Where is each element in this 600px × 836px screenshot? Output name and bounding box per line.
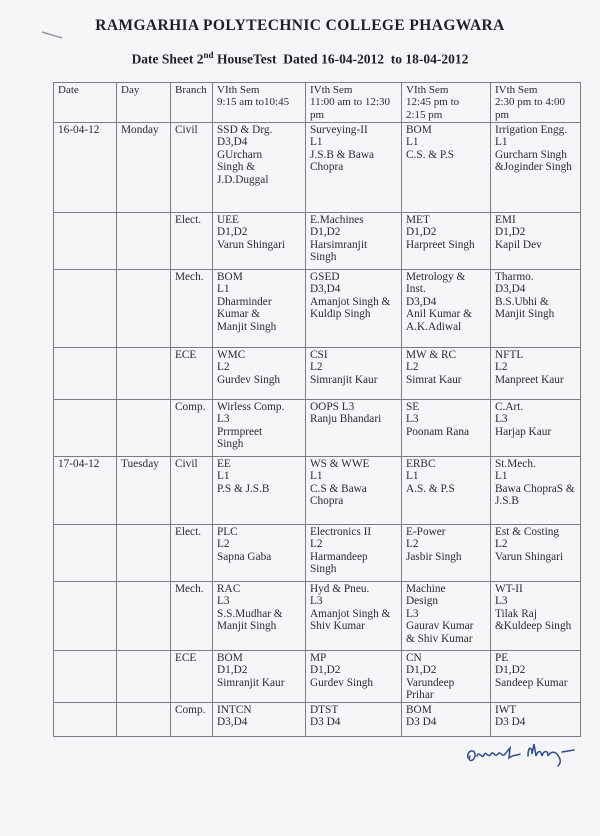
cell-line: Singh: [217, 438, 244, 451]
cell-line: L1: [310, 136, 323, 149]
header-row: [54, 83, 581, 123]
cell-line: Gurcharn Singh: [495, 148, 567, 161]
date-sheet-table: [53, 82, 581, 737]
day-cell: Monday: [117, 123, 171, 213]
cell-line: D1,D2: [217, 664, 248, 677]
date-cell: [54, 348, 117, 400]
cell-line: WMC: [217, 349, 246, 361]
cell-line: L1: [495, 136, 508, 149]
session-4-header: [491, 83, 581, 123]
cell-line: MET: [406, 214, 430, 226]
cell-line: St.Mech.: [495, 458, 536, 470]
exam-cell: [306, 213, 402, 270]
cell-line: Chopra: [310, 161, 344, 174]
date-sheet-subtitle: [0, 50, 600, 68]
exam-cell: [402, 123, 491, 213]
table-row: [54, 525, 581, 582]
cell-line: L2: [495, 361, 508, 374]
cell-line: MW & RC: [406, 349, 457, 361]
session-2-header: [306, 83, 402, 123]
date-cell: [54, 400, 117, 457]
cell-line: Harjap Kaur: [495, 425, 552, 438]
day-cell: [117, 703, 171, 737]
cell-line: Singh: [310, 251, 337, 264]
day-cell: [117, 270, 171, 348]
cell-line: IVth Sem: [310, 84, 353, 96]
branch-cell: Elect.: [171, 525, 213, 582]
cell-line: D3,D4: [217, 136, 248, 149]
cell-line: NFTL: [495, 349, 524, 361]
cell-line: L3: [217, 595, 230, 608]
exam-cell: [213, 123, 306, 213]
day-cell: [117, 525, 171, 582]
table-row: [54, 213, 581, 270]
cell-line: L1: [406, 470, 419, 483]
exam-cell: [213, 270, 306, 348]
branch-cell: ECE: [171, 348, 213, 400]
branch-header: Branch: [171, 83, 213, 123]
cell-line: Varundeep: [406, 676, 455, 689]
exam-cell: [213, 457, 306, 525]
cell-line: CN: [406, 652, 422, 664]
exam-cell: [213, 348, 306, 400]
table-row: [54, 400, 581, 457]
date-cell: [54, 582, 117, 651]
cell-line: UEE: [217, 214, 239, 226]
cell-line: L2: [217, 361, 230, 374]
cell-line: Manjit Singh: [217, 320, 277, 333]
branch-cell: Elect.: [171, 213, 213, 270]
schedule-body: [54, 123, 581, 737]
exam-cell: [306, 348, 402, 400]
table-row: [54, 582, 581, 651]
cell-line: 9:15 am to10:45: [217, 96, 290, 109]
cell-line: C.S. & P.S: [406, 148, 455, 161]
date-cell: [54, 525, 117, 582]
cell-line: L3: [217, 413, 230, 426]
cell-line: Varun Shingari: [217, 238, 286, 251]
cell-line: D3,D4: [310, 283, 341, 296]
date-cell: 17-04-12: [54, 457, 117, 525]
cell-line: RAC: [217, 583, 241, 595]
date-cell: 16-04-12: [54, 123, 117, 213]
day-cell: [117, 651, 171, 703]
cell-line: L1: [217, 283, 230, 296]
cell-line: Poonam Rana: [406, 425, 470, 438]
exam-cell: [491, 457, 581, 525]
cell-line: Sandeep Kumar: [495, 676, 568, 689]
exam-cell: [491, 270, 581, 348]
cell-line: ERBC: [406, 458, 436, 470]
cell-line: OOPS L3: [310, 401, 355, 413]
date-cell: [54, 651, 117, 703]
cell-line: Ranju Bhandari: [310, 413, 382, 426]
cell-line: L1: [495, 470, 508, 483]
exam-cell: [306, 651, 402, 703]
branch-cell: Mech.: [171, 270, 213, 348]
cell-line: IVth Sem: [495, 84, 538, 96]
exam-cell: [306, 400, 402, 457]
cell-line: Chopra: [310, 495, 344, 508]
cell-line: Kuldip Singh: [310, 308, 371, 321]
exam-cell: [213, 400, 306, 457]
cell-line: D1,D2: [406, 226, 437, 239]
cell-line: Anil Kumar &: [406, 308, 472, 321]
cell-line: Gaurav Kumar: [406, 620, 474, 633]
signature: [462, 736, 582, 768]
cell-line: Irrigation Engg.: [495, 124, 568, 136]
cell-line: Gurdev Singh: [310, 676, 374, 689]
cell-line: Electronics II: [310, 526, 372, 538]
cell-line: C.S & Bawa: [310, 482, 367, 495]
cell-line: E.Machines: [310, 214, 364, 226]
cell-line: BOM: [217, 652, 243, 664]
cell-line: D3 D4: [406, 716, 437, 729]
subtitle-ordinal: nd: [203, 50, 214, 60]
cell-line: Prrmpreet: [217, 425, 263, 438]
cell-line: PE: [495, 652, 509, 664]
cell-line: Amanjot Singh &: [310, 295, 391, 308]
exam-cell: [306, 270, 402, 348]
cell-line: E-Power: [406, 526, 446, 538]
cell-line: D3 D4: [495, 716, 526, 729]
cell-line: Metrology &: [406, 271, 466, 283]
table-row: [54, 703, 581, 737]
cell-line: L2: [217, 538, 230, 551]
cell-line: Manjit Singh: [495, 308, 555, 321]
cell-line: PLC: [217, 526, 238, 538]
cell-line: 12:45 pm to: [406, 96, 460, 109]
day-cell: [117, 582, 171, 651]
cell-line: & Shiv Kumar: [406, 632, 473, 645]
table-row: [54, 270, 581, 348]
cell-line: 2:15 pm: [406, 108, 443, 121]
cell-line: VIth Sem: [406, 84, 449, 96]
exam-cell: [491, 123, 581, 213]
cell-line: Amanjot Singh &: [310, 607, 391, 620]
cell-line: L1: [217, 470, 230, 483]
cell-line: 11:00 am to 12:30: [310, 96, 390, 109]
cell-line: L1: [310, 470, 323, 483]
cell-line: MP: [310, 652, 327, 664]
cell-line: Inst.: [406, 283, 426, 296]
cell-line: EMI: [495, 214, 516, 226]
cell-line: Simranjit Kaur: [217, 676, 285, 689]
cell-line: 2:30 pm to 4:00: [495, 96, 565, 109]
cell-line: D1,D2: [406, 664, 437, 677]
cell-line: D3,D4: [217, 716, 248, 729]
exam-cell: [213, 525, 306, 582]
cell-line: GUrcharn: [217, 148, 263, 161]
branch-cell: Comp.: [171, 703, 213, 737]
cell-line: L2: [495, 538, 508, 551]
exam-cell: [213, 703, 306, 737]
cell-line: SE: [406, 401, 420, 413]
cell-line: Tilak Raj: [495, 607, 537, 620]
exam-cell: [402, 651, 491, 703]
exam-cell: [491, 582, 581, 651]
exam-cell: [402, 525, 491, 582]
cell-line: S.S.Mudhar &: [217, 607, 283, 620]
branch-cell: Comp.: [171, 400, 213, 457]
exam-cell: [306, 582, 402, 651]
cell-line: P.S & J.S.B: [217, 482, 270, 495]
cell-line: L3: [495, 595, 508, 608]
cell-line: D3,D4: [495, 283, 526, 296]
exam-cell: [491, 525, 581, 582]
cell-line: Gurdev Singh: [217, 373, 281, 386]
exam-cell: [491, 400, 581, 457]
exam-cell: [402, 213, 491, 270]
date-cell: [54, 213, 117, 270]
subtitle-prefix: Date Sheet 2: [131, 51, 204, 67]
college-title: RAMGARHIA POLYTECHNIC COLLEGE PHAGWARA: [95, 17, 505, 34]
cell-line: Design: [406, 595, 439, 608]
cell-line: WT-II: [495, 583, 523, 595]
exam-cell: [402, 457, 491, 525]
cell-line: pm: [495, 108, 510, 121]
cell-line: Prihar: [406, 689, 434, 702]
cell-line: J.S.B & Bawa: [310, 148, 375, 161]
cell-line: Simrat Kaur: [406, 373, 462, 386]
cell-line: CSI: [310, 349, 328, 361]
branch-cell: ECE: [171, 651, 213, 703]
cell-line: L2: [406, 538, 419, 551]
cell-line: Harmandeep: [310, 550, 368, 563]
cell-line: Sapna Gaba: [217, 550, 272, 563]
exam-cell: [402, 582, 491, 651]
cell-line: Shiv Kumar: [310, 620, 365, 633]
cell-line: L1: [406, 136, 419, 149]
cell-line: L3: [495, 413, 508, 426]
cell-line: C.Art.: [495, 401, 524, 413]
cell-line: D3,D4: [406, 295, 437, 308]
exam-cell: [402, 348, 491, 400]
exam-cell: [213, 213, 306, 270]
cell-line: Surveying-II: [310, 124, 368, 136]
day-header: Day: [117, 83, 171, 123]
cell-line: L3: [406, 607, 419, 620]
branch-cell: Civil: [171, 457, 213, 525]
cell-line: Singh: [310, 563, 337, 576]
cell-line: Singh &: [217, 161, 255, 174]
cell-line: Simranjit Kaur: [310, 373, 378, 386]
day-cell: [117, 400, 171, 457]
cell-line: SSD & Drg.: [217, 124, 273, 136]
exam-cell: [213, 582, 306, 651]
cell-line: D1,D2: [310, 664, 341, 677]
exam-cell: [402, 400, 491, 457]
exam-cell: [306, 123, 402, 213]
day-cell: [117, 213, 171, 270]
cell-line: Jasbir Singh: [406, 550, 462, 563]
cell-line: WS & WWE: [310, 458, 370, 470]
cell-line: VIth Sem: [217, 84, 260, 96]
cell-line: Bawa ChopraS &: [495, 482, 575, 495]
cell-line: pm: [310, 108, 325, 121]
table-row: [54, 457, 581, 525]
cell-line: GSED: [310, 271, 340, 283]
branch-cell: Mech.: [171, 582, 213, 651]
cell-line: Kumar &: [217, 308, 260, 321]
session-1-header: [213, 83, 306, 123]
exam-cell: [491, 348, 581, 400]
cell-line: Manpreet Kaur: [495, 373, 564, 386]
subtitle-rest: HouseTest Dated 16-04-2012 to 18-04-2012: [213, 51, 469, 67]
cell-line: Machine: [406, 583, 446, 595]
date-cell: [54, 703, 117, 737]
cell-line: D3 D4: [310, 716, 341, 729]
cell-line: &Joginder Singh: [495, 161, 572, 174]
cell-line: J.S.B: [495, 495, 519, 508]
exam-cell: [306, 525, 402, 582]
branch-cell: Civil: [171, 123, 213, 213]
cell-line: Est & Costing: [495, 526, 560, 538]
cell-line: J.D.Duggal: [217, 173, 269, 186]
cell-line: Manjit Singh: [217, 620, 277, 633]
exam-cell: [306, 703, 402, 737]
session-3-header: [402, 83, 491, 123]
exam-cell: [213, 651, 306, 703]
cell-line: Harpreet Singh: [406, 238, 475, 251]
cell-line: D1,D2: [495, 226, 526, 239]
exam-cell: [491, 213, 581, 270]
cell-line: &Kuldeep Singh: [495, 620, 572, 633]
cell-line: B.S.Ubhi &: [495, 295, 549, 308]
cell-line: Varun Shingari: [495, 550, 564, 563]
exam-cell: [491, 703, 581, 737]
cell-line: L3: [406, 413, 419, 426]
cell-line: BOM: [406, 704, 432, 716]
day-cell: Tuesday: [117, 457, 171, 525]
cell-line: Dharminder: [217, 295, 272, 308]
exam-cell: [402, 270, 491, 348]
cell-line: D1,D2: [495, 664, 526, 677]
cell-line: L2: [310, 361, 323, 374]
exam-cell: [306, 457, 402, 525]
cell-line: Kapil Dev: [495, 238, 542, 251]
cell-line: L2: [310, 538, 323, 551]
exam-cell: [491, 651, 581, 703]
table-row: [54, 123, 581, 213]
day-cell: [117, 348, 171, 400]
table-row: [54, 348, 581, 400]
cell-line: L3: [310, 595, 323, 608]
cell-line: A.S. & P.S: [406, 482, 455, 495]
cell-line: BOM: [217, 271, 243, 283]
cell-line: IWT: [495, 704, 517, 716]
cell-line: BOM: [406, 124, 432, 136]
cell-line: EE: [217, 458, 231, 470]
cell-line: DTST: [310, 704, 339, 716]
cell-line: Harsimranjit: [310, 238, 368, 251]
cell-line: Tharmo.: [495, 271, 534, 283]
table-row: [54, 651, 581, 703]
cell-line: L2: [406, 361, 419, 374]
exam-cell: [402, 703, 491, 737]
cell-line: Hyd & Pneu.: [310, 583, 370, 595]
date-cell: [54, 270, 117, 348]
date-header: Date: [54, 83, 117, 123]
cell-line: INTCN: [217, 704, 252, 716]
cell-line: D1,D2: [217, 226, 248, 239]
cell-line: Wirless Comp.: [217, 401, 285, 413]
cell-line: D1,D2: [310, 226, 341, 239]
cell-line: A.K.Adiwal: [406, 320, 462, 333]
